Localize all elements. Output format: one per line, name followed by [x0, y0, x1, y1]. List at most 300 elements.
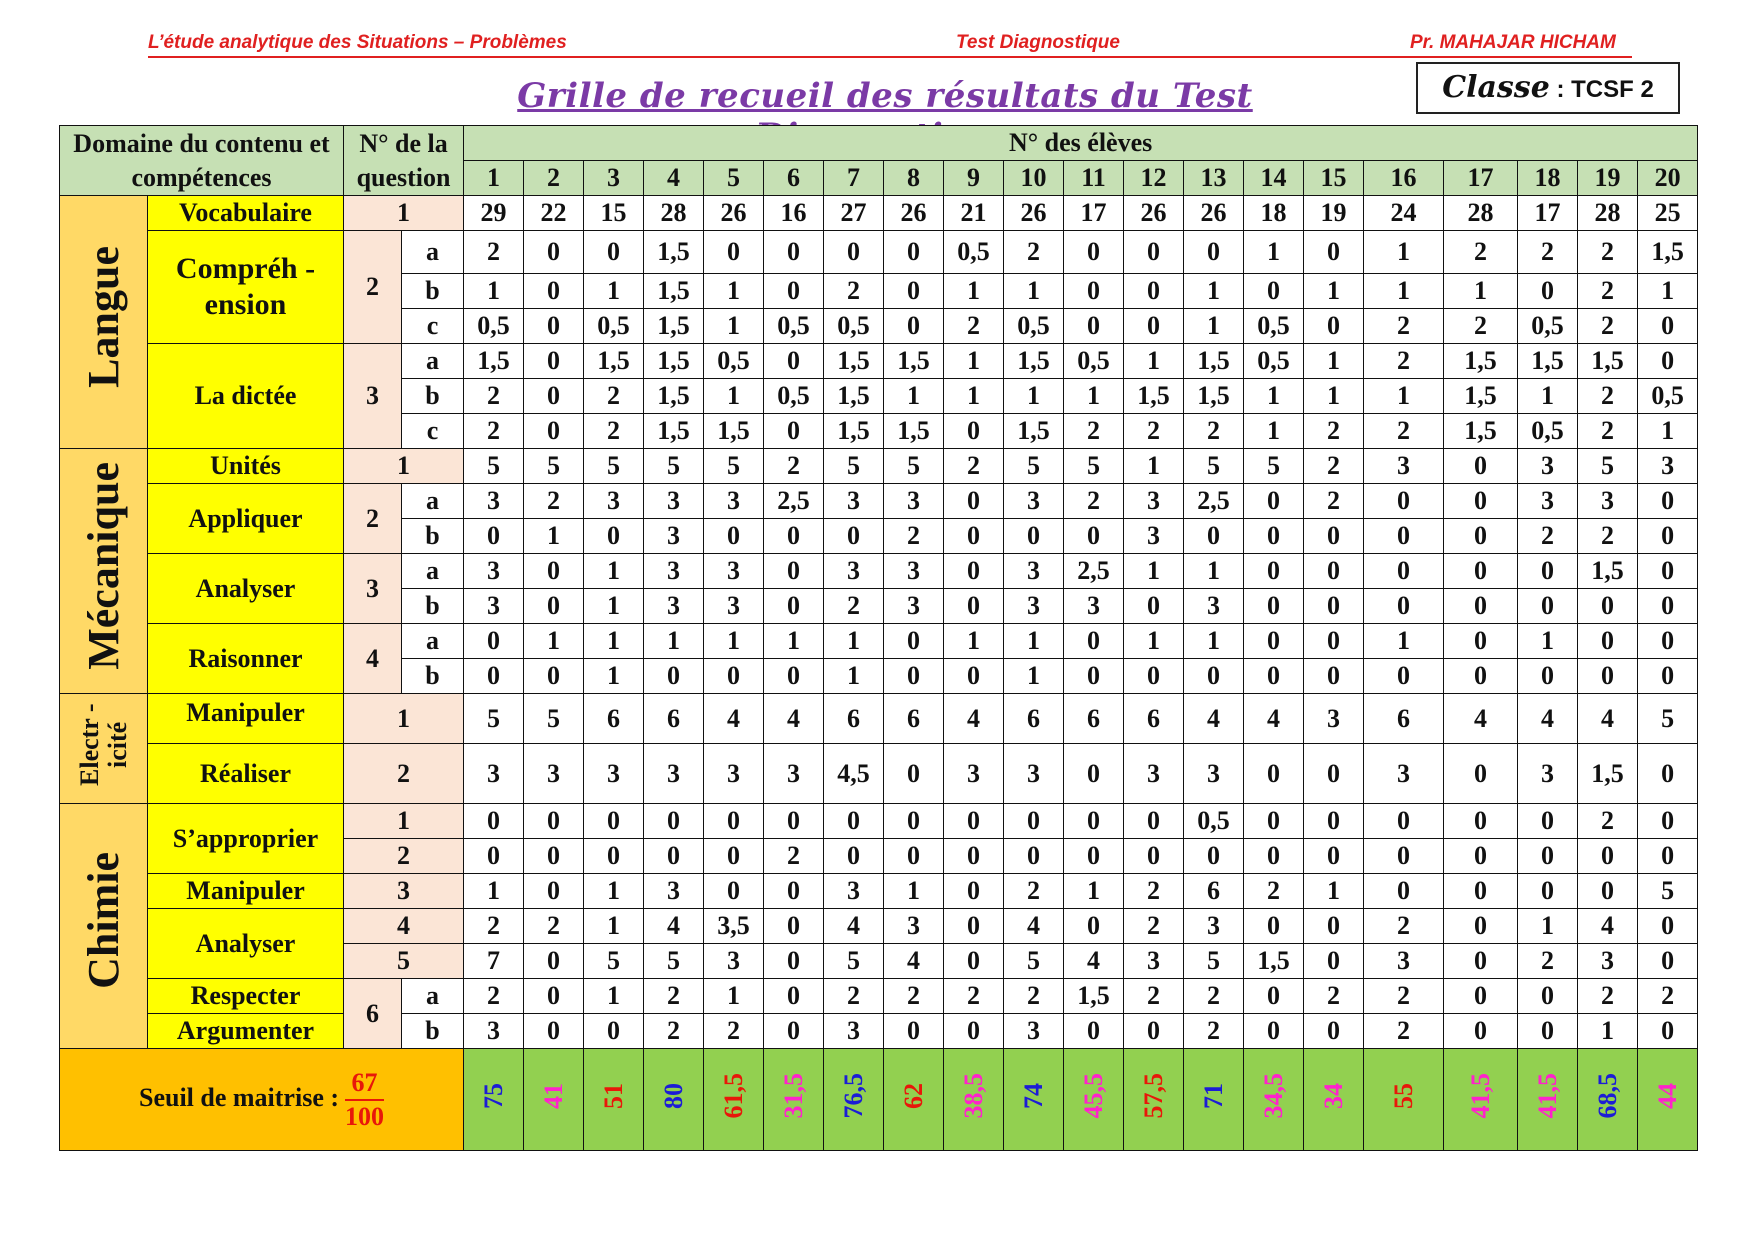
score-cell: 2 [1578, 309, 1638, 344]
score-cell: 2 [1124, 909, 1184, 944]
score-cell: 1,5 [824, 379, 884, 414]
score-cell: 0,5 [1244, 344, 1304, 379]
score-cell: 0 [1638, 309, 1698, 344]
total-score: 45,5 [1064, 1049, 1124, 1151]
score-cell: 0 [1304, 944, 1364, 979]
score-cell: 3 [464, 484, 524, 519]
score-cell: 0 [1638, 589, 1698, 624]
score-cell: 0 [1244, 659, 1304, 694]
score-cell: 1,5 [1578, 344, 1638, 379]
sub-question: b [402, 1014, 464, 1049]
score-cell: 2 [1004, 231, 1064, 274]
score-cell: 0 [1124, 274, 1184, 309]
score-cell: 2 [644, 1014, 704, 1049]
score-cell: 5 [1578, 449, 1638, 484]
seuil-numerator: 67 [345, 1067, 384, 1101]
score-cell: 0 [1184, 519, 1244, 554]
score-cell: 1,5 [884, 414, 944, 449]
score-cell: 0 [1124, 659, 1184, 694]
score-cell: 21 [944, 196, 1004, 231]
score-cell: 2 [884, 979, 944, 1014]
score-cell: 1 [584, 624, 644, 659]
sub-question: a [402, 231, 464, 274]
domain-header: Domaine du contenu et compétences [60, 126, 344, 196]
score-cell: 1 [1244, 414, 1304, 449]
score-cell: 1,5 [644, 274, 704, 309]
score-cell: 29 [464, 196, 524, 231]
total-score: 44 [1638, 1049, 1698, 1151]
score-cell: 0 [884, 231, 944, 274]
score-cell: 0 [1004, 519, 1064, 554]
page-title: Grille de recueil des résultats du Test [517, 76, 1253, 116]
score-cell: 3 [1124, 519, 1184, 554]
score-cell: 0 [1124, 589, 1184, 624]
score-cell: 1 [1518, 624, 1578, 659]
score-cell: 3 [1124, 484, 1184, 519]
score-cell: 0 [1578, 624, 1638, 659]
score-cell: 2 [524, 484, 584, 519]
score-cell: 1 [1244, 379, 1304, 414]
score-cell: 5 [704, 449, 764, 484]
score-cell: 1 [524, 519, 584, 554]
score-cell: 2 [1364, 414, 1444, 449]
score-cell: 0 [1638, 944, 1698, 979]
score-cell: 1 [464, 874, 524, 909]
seuil-label: Seuil de maitrise : $\frac{67}{100}$ [60, 1049, 464, 1151]
score-cell: 5 [1184, 449, 1244, 484]
score-cell: 0 [884, 624, 944, 659]
score-cell: 0 [1518, 589, 1578, 624]
question-number: 1 [344, 694, 464, 744]
score-cell: 7 [464, 944, 524, 979]
total-score: 68,5 [1578, 1049, 1638, 1151]
score-cell: 0 [524, 944, 584, 979]
score-cell: 1 [584, 554, 644, 589]
score-cell: 1 [704, 309, 764, 344]
score-cell: 2 [1064, 484, 1124, 519]
score-cell: 3 [824, 484, 884, 519]
score-cell: 28 [644, 196, 704, 231]
score-cell: 0 [1304, 839, 1364, 874]
competence-respecter: Respecter [148, 979, 344, 1014]
score-cell: 1 [584, 874, 644, 909]
total-score: 31,5 [764, 1049, 824, 1151]
score-cell: 3 [884, 589, 944, 624]
score-cell: 2 [1578, 231, 1638, 274]
score-cell: 1 [1184, 554, 1244, 589]
score-cell: 3 [644, 519, 704, 554]
score-cell: 0 [944, 804, 1004, 839]
score-cell: 0 [1444, 484, 1518, 519]
student-number: 3 [584, 161, 644, 196]
score-cell: 2,5 [1064, 554, 1124, 589]
sub-question: a [402, 344, 464, 379]
score-cell: 2 [1184, 979, 1244, 1014]
score-cell: 1,5 [884, 344, 944, 379]
competence-realiser: Réaliser [148, 744, 344, 804]
score-cell: 0 [1444, 554, 1518, 589]
score-cell: 3 [704, 944, 764, 979]
score-cell: 1 [1304, 274, 1364, 309]
score-cell: 3,5 [704, 909, 764, 944]
score-cell: 0 [1444, 519, 1518, 554]
score-cell: 3 [584, 484, 644, 519]
total-score: 76,5 [824, 1049, 884, 1151]
score-cell: 5 [584, 449, 644, 484]
score-cell: 1,5 [1184, 379, 1244, 414]
score-cell: 2 [1578, 519, 1638, 554]
score-cell: 1,5 [644, 379, 704, 414]
classe-value: TCSF 2 [1571, 76, 1654, 103]
score-cell: 0 [824, 804, 884, 839]
score-cell: 2 [464, 909, 524, 944]
score-cell: 3 [644, 589, 704, 624]
score-cell: 1 [884, 874, 944, 909]
score-cell: 22 [524, 196, 584, 231]
score-cell: 26 [704, 196, 764, 231]
score-cell: 0 [1124, 804, 1184, 839]
score-cell: 1 [584, 659, 644, 694]
score-cell: 0 [1444, 744, 1518, 804]
score-cell: 3 [1004, 1014, 1064, 1049]
seuil-denominator: 100 [345, 1101, 385, 1131]
seuil-fraction [345, 1067, 384, 1133]
score-cell: 0 [524, 274, 584, 309]
competence-comprehension: Compréh - ension [148, 231, 344, 344]
sub-question: a [402, 554, 464, 589]
score-cell: 0 [1444, 839, 1518, 874]
score-cell: 5 [464, 449, 524, 484]
score-cell: 4 [1064, 944, 1124, 979]
score-cell: 1,5 [1124, 379, 1184, 414]
score-cell: 26 [1004, 196, 1064, 231]
score-cell: 6 [1064, 694, 1124, 744]
student-number: 4 [644, 161, 704, 196]
competence-appliquer: Appliquer [148, 484, 344, 554]
score-cell: 0 [764, 909, 824, 944]
score-cell: 0 [1578, 589, 1638, 624]
score-cell: 0 [1364, 484, 1444, 519]
student-number: 16 [1364, 161, 1444, 196]
score-cell: 0 [1518, 1014, 1578, 1049]
score-cell: 0 [704, 231, 764, 274]
score-cell: 5 [524, 449, 584, 484]
score-cell: 0 [1518, 804, 1578, 839]
sub-question: c [402, 309, 464, 344]
question-number: 1 [344, 804, 464, 839]
score-cell: 1,5 [1444, 379, 1518, 414]
score-cell: 2 [1578, 274, 1638, 309]
score-cell: 2 [1004, 979, 1064, 1014]
score-cell: 1 [464, 274, 524, 309]
score-cell: 0 [1304, 804, 1364, 839]
score-cell: 1 [584, 589, 644, 624]
score-cell: 0 [884, 839, 944, 874]
score-cell: 0 [1064, 274, 1124, 309]
question-number: 2 [344, 744, 464, 804]
score-cell: 1 [1124, 554, 1184, 589]
score-cell: 1 [704, 979, 764, 1014]
score-cell: 0 [524, 839, 584, 874]
competence-raisonner: Raisonner [148, 624, 344, 694]
score-cell: 0 [1578, 839, 1638, 874]
score-cell: 4 [644, 909, 704, 944]
score-cell: 0,5 [764, 309, 824, 344]
score-cell: 0 [1244, 909, 1304, 944]
score-cell: 0 [1304, 309, 1364, 344]
score-cell: 0 [1064, 744, 1124, 804]
score-cell: 0 [1444, 944, 1518, 979]
score-cell: 0 [1638, 839, 1698, 874]
score-cell: 1,5 [644, 231, 704, 274]
score-cell: 0 [1244, 979, 1304, 1014]
score-cell: 0 [1244, 589, 1304, 624]
score-cell: 0 [1364, 804, 1444, 839]
score-cell: 0,5 [1064, 344, 1124, 379]
score-cell: 0 [584, 231, 644, 274]
score-cell: 0 [764, 519, 824, 554]
question-number: 6 [344, 979, 402, 1049]
score-cell: 6 [1004, 694, 1064, 744]
score-cell: 0 [944, 944, 1004, 979]
total-score: 57,5 [1124, 1049, 1184, 1151]
score-cell: 0 [1364, 589, 1444, 624]
score-cell: 0 [1518, 554, 1578, 589]
score-cell: 2 [704, 1014, 764, 1049]
score-cell: 0,5 [1638, 379, 1698, 414]
score-cell: 0 [524, 414, 584, 449]
score-cell: 2 [1124, 414, 1184, 449]
score-cell: 3 [704, 554, 764, 589]
score-cell: 2 [1444, 309, 1518, 344]
score-cell: 17 [1518, 196, 1578, 231]
question-number: 2 [344, 484, 402, 554]
score-cell: 3 [524, 744, 584, 804]
question-number: 5 [344, 944, 464, 979]
score-cell: 0 [1518, 979, 1578, 1014]
score-cell: 5 [1004, 944, 1064, 979]
total-score: 71 [1184, 1049, 1244, 1151]
score-cell: 0 [1184, 659, 1244, 694]
score-cell: 0 [1304, 554, 1364, 589]
score-cell: 3 [944, 744, 1004, 804]
score-cell: 5 [1004, 449, 1064, 484]
score-cell: 6 [1364, 694, 1444, 744]
score-cell: 0 [944, 909, 1004, 944]
score-cell: 1,5 [584, 344, 644, 379]
score-cell: 3 [704, 744, 764, 804]
score-cell: 2 [1518, 231, 1578, 274]
score-cell: 3 [1304, 694, 1364, 744]
score-cell: 2 [884, 519, 944, 554]
score-cell: 2 [644, 979, 704, 1014]
domain-langue: Langue [60, 196, 148, 449]
score-cell: 2 [1444, 231, 1518, 274]
question-number: 4 [344, 624, 402, 694]
total-score: 41 [524, 1049, 584, 1151]
score-cell: 3 [644, 484, 704, 519]
score-cell: 3 [884, 484, 944, 519]
score-cell: 3 [1578, 484, 1638, 519]
score-cell: 1 [1004, 659, 1064, 694]
score-cell: 1 [1244, 231, 1304, 274]
score-cell: 1 [764, 624, 824, 659]
score-cell: 1 [1124, 624, 1184, 659]
score-cell: 0 [1638, 344, 1698, 379]
student-number: 8 [884, 161, 944, 196]
question-number: 3 [344, 874, 464, 909]
score-cell: 1 [944, 274, 1004, 309]
score-cell: 3 [1064, 589, 1124, 624]
competence-manipuler: Manipuler [148, 694, 344, 744]
score-cell: 2 [524, 909, 584, 944]
classe-box [1416, 62, 1680, 114]
score-cell: 2 [1064, 414, 1124, 449]
score-cell: 0 [764, 231, 824, 274]
sub-question: a [402, 624, 464, 659]
score-cell: 1 [824, 659, 884, 694]
score-cell: 0 [764, 659, 824, 694]
score-cell: 0 [1244, 274, 1304, 309]
score-cell: 1 [1124, 449, 1184, 484]
total-score: 34 [1304, 1049, 1364, 1151]
score-cell: 0 [944, 839, 1004, 874]
score-cell: 0 [1444, 1014, 1518, 1049]
score-cell: 3 [704, 589, 764, 624]
score-cell: 1 [1064, 379, 1124, 414]
score-cell: 0 [524, 659, 584, 694]
score-cell: 0 [1244, 839, 1304, 874]
score-cell: 1 [1364, 379, 1444, 414]
score-cell: 0,5 [1518, 414, 1578, 449]
score-cell: 0 [884, 274, 944, 309]
score-cell: 1,5 [1578, 554, 1638, 589]
score-cell: 3 [1004, 554, 1064, 589]
sub-question: a [402, 484, 464, 519]
sub-question: b [402, 659, 464, 694]
question-number: 1 [344, 196, 464, 231]
score-cell: 2 [1364, 979, 1444, 1014]
score-cell: 0 [1124, 839, 1184, 874]
score-cell: 1 [1304, 379, 1364, 414]
score-cell: 3 [1004, 484, 1064, 519]
score-cell: 0 [1244, 624, 1304, 659]
score-cell: 0 [1578, 874, 1638, 909]
score-cell: 4 [1518, 694, 1578, 744]
score-cell: 2 [764, 839, 824, 874]
score-cell: 1 [704, 274, 764, 309]
score-cell: 0 [1638, 484, 1698, 519]
score-cell: 0 [1638, 744, 1698, 804]
score-cell: 0 [524, 804, 584, 839]
score-cell: 0 [764, 554, 824, 589]
score-cell: 3 [464, 589, 524, 624]
total-score: 41,5 [1444, 1049, 1518, 1151]
student-number: 12 [1124, 161, 1184, 196]
score-cell: 3 [584, 744, 644, 804]
score-cell: 3 [464, 554, 524, 589]
score-cell: 0 [944, 414, 1004, 449]
sub-question: a [402, 979, 464, 1014]
score-cell: 0 [1638, 909, 1698, 944]
score-cell: 1 [944, 344, 1004, 379]
score-cell: 3 [644, 744, 704, 804]
sub-question: b [402, 589, 464, 624]
score-cell: 2 [1518, 944, 1578, 979]
score-cell: 3 [1578, 944, 1638, 979]
score-cell: 0 [1444, 979, 1518, 1014]
score-cell: 0 [1064, 231, 1124, 274]
score-cell: 0 [1638, 519, 1698, 554]
score-cell: 3 [644, 874, 704, 909]
domain-chimie: Chimie [60, 804, 148, 1049]
score-cell: 2 [1578, 979, 1638, 1014]
score-cell: 1,5 [1244, 944, 1304, 979]
score-cell: 2 [824, 274, 884, 309]
score-cell: 2 [1184, 1014, 1244, 1049]
score-cell: 4 [764, 694, 824, 744]
score-cell: 0 [764, 874, 824, 909]
score-cell: 26 [1124, 196, 1184, 231]
score-cell: 4 [944, 694, 1004, 744]
score-cell: 2 [1004, 874, 1064, 909]
score-cell: 0 [524, 231, 584, 274]
score-cell: 2 [1304, 414, 1364, 449]
score-cell: 2 [1518, 519, 1578, 554]
score-cell: 1,5 [1518, 344, 1578, 379]
score-cell: 0 [1064, 909, 1124, 944]
score-cell: 0,5 [464, 309, 524, 344]
score-cell: 1 [584, 979, 644, 1014]
score-cell: 17 [1064, 196, 1124, 231]
score-cell: 0 [464, 659, 524, 694]
score-cell: 1,5 [704, 414, 764, 449]
score-cell: 2 [1304, 449, 1364, 484]
score-cell: 2 [464, 979, 524, 1014]
student-number: 15 [1304, 161, 1364, 196]
classe-sep: : [1549, 76, 1572, 103]
score-cell: 2 [1578, 804, 1638, 839]
score-cell: 0,5 [824, 309, 884, 344]
score-cell: 0 [1578, 659, 1638, 694]
score-cell: 0 [764, 344, 824, 379]
score-cell: 0 [524, 979, 584, 1014]
score-cell: 0 [704, 839, 764, 874]
score-cell: 5 [464, 694, 524, 744]
score-cell: 1 [704, 379, 764, 414]
score-cell: 1,5 [1004, 344, 1064, 379]
score-cell: 2 [464, 414, 524, 449]
score-cell: 0 [464, 839, 524, 874]
total-score: 75 [464, 1049, 524, 1151]
score-cell: 0 [584, 1014, 644, 1049]
score-cell: 0 [1304, 659, 1364, 694]
score-cell: 2 [944, 309, 1004, 344]
header-left: L’étude analytique des Situations – Problèmes [148, 32, 567, 53]
score-cell: 0 [1064, 839, 1124, 874]
score-cell: 1 [704, 624, 764, 659]
score-cell: 1 [1518, 379, 1578, 414]
score-cell: 6 [824, 694, 884, 744]
question-number: 3 [344, 344, 402, 449]
score-cell: 0 [524, 379, 584, 414]
student-number: 6 [764, 161, 824, 196]
score-cell: 0 [704, 804, 764, 839]
score-cell: 0 [1518, 839, 1578, 874]
student-number: 17 [1444, 161, 1518, 196]
score-cell: 0 [884, 804, 944, 839]
score-cell: 5 [1638, 694, 1698, 744]
